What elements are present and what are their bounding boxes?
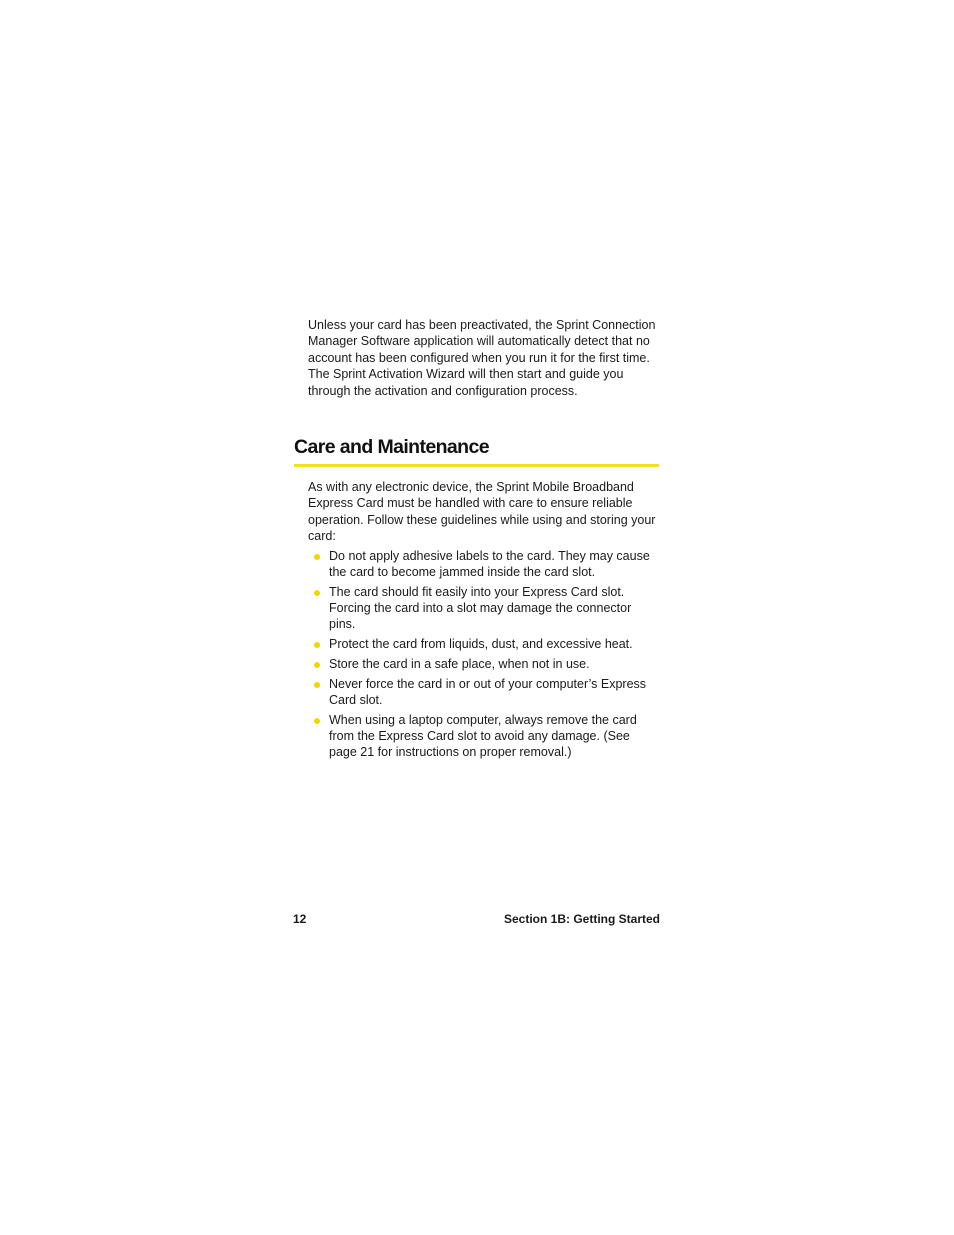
guidelines-list — [308, 548, 660, 764]
bullet-dot-icon — [314, 682, 320, 688]
list-item-text: Protect the card from liquids, dust, and excessive heat. — [329, 637, 633, 652]
section-title: Care and Maintenance — [294, 436, 489, 458]
intro-paragraph: Unless your card has been preactivated, the Sprint Connection Manager Software application will automatically detect that no account has been configured when you run it for the first time. The Sprint Activation Wizard will then start and guide you through the activation and configuration process. — [308, 318, 656, 398]
bullet-dot-icon — [314, 642, 320, 648]
page-number: 12 — [293, 912, 307, 926]
title-underline-rule — [294, 464, 659, 467]
list-item — [308, 676, 660, 708]
bullet-dot-icon — [314, 662, 320, 668]
list-item-text: Do not apply adhesive labels to the card. They may cause the card to become jammed inside the card slot. — [329, 549, 650, 580]
list-item — [308, 712, 660, 761]
list-item-text: The card should fit easily into your Express Card slot. Forcing the card into a slot may damage the connector pins. — [329, 585, 632, 632]
bullet-dot-icon — [314, 590, 320, 596]
list-item — [308, 656, 660, 672]
list-item — [308, 584, 660, 633]
list-item — [308, 548, 660, 580]
section-lead-paragraph: As with any electronic device, the Sprint Mobile Broadband Express Card must be handled with care to ensure reliable operation. Follow these guidelines while using and storing your card: — [308, 480, 656, 544]
list-item-text: Store the card in a safe place, when not in use. — [329, 657, 590, 671]
list-item-text: Never force the card in or out of your computer’s Express Card slot. — [329, 676, 647, 707]
list-item — [308, 636, 660, 652]
bullet-dot-icon — [314, 554, 320, 560]
list-item-text: When using a laptop computer, always remove the card from the Express Card slot to avoid any damage. (See page 21 for instructions on proper removal.) — [329, 712, 637, 760]
footer-section-label: Section 1B: Getting Started — [503, 912, 660, 926]
bullet-dot-icon — [314, 718, 320, 724]
